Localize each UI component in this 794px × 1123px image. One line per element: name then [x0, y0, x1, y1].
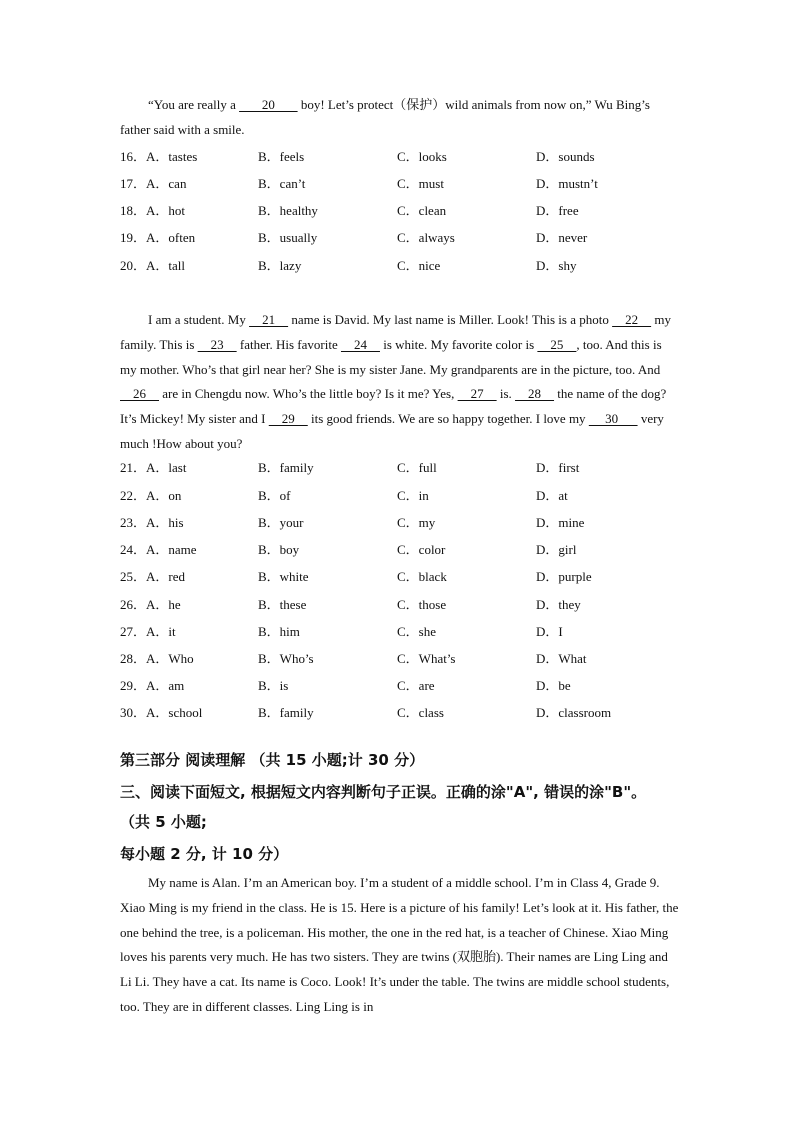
option-b: B．lazy [258, 258, 302, 273]
blank-29: 29 [268, 411, 308, 427]
option-c: C．always [397, 230, 455, 245]
option-c: C．must [397, 176, 444, 191]
option-d: D．I [536, 624, 563, 639]
passage-text: is white. My favorite color is [379, 336, 538, 352]
passage-text: very much !How about you? [120, 411, 664, 451]
option-a: 19．A．often [120, 230, 196, 245]
option-d: D．they [536, 597, 581, 612]
passage-text: the name of the dog? It’s Mickey! My sister and I [120, 386, 667, 427]
option-c: C．What’s [397, 651, 456, 666]
option-d: D．be [536, 678, 571, 693]
option-c: C．nice [397, 258, 441, 273]
option-a: 26．A．he [120, 597, 181, 612]
section-3-instruction-cont: （共 5 小题; [120, 813, 207, 831]
option-a: 16．A．tastes [120, 149, 198, 164]
option-d: D．at [536, 488, 568, 503]
blank-21: 21 [249, 312, 289, 327]
option-b: B．Who’s [258, 651, 314, 666]
option-b: B．feels [258, 149, 305, 164]
option-c: C．she [397, 624, 437, 639]
passage-1-ending [120, 93, 680, 143]
option-d: D．purple [536, 569, 592, 584]
option-c: C．are [397, 678, 435, 693]
option-d: D．mine [536, 515, 585, 530]
option-b: B．boy [258, 542, 300, 557]
option-b: B．family [258, 460, 314, 475]
option-b: B．your [258, 515, 304, 530]
option-c: C．in [397, 488, 429, 503]
passage-text: its good friends. We are so happy together. I love my [307, 411, 589, 427]
question-19 [120, 228, 680, 248]
option-c: C．black [397, 569, 447, 584]
passage-text: name is David. My last name is Miller. Look! This is a photo [288, 312, 613, 327]
question-29 [120, 676, 680, 696]
question-18 [120, 201, 680, 221]
passage-text: I am a student. My [148, 312, 250, 327]
option-c: C．my [397, 515, 436, 530]
option-b: B．these [258, 597, 307, 612]
question-22 [120, 486, 680, 506]
option-d: D．girl [536, 542, 577, 557]
question-24 [120, 540, 680, 560]
option-a: 30．A．school [120, 705, 203, 720]
option-a: 23．A．his [120, 515, 184, 530]
blank-20: 20 [239, 97, 298, 112]
section-3-instruction-points: 每小题 2 分, 计 10 分） [120, 845, 289, 863]
option-d: D．mustn’t [536, 176, 598, 191]
option-d: D．first [536, 460, 580, 475]
blank-22: 22 [612, 312, 652, 327]
option-c: C．full [397, 460, 437, 475]
option-b: B．can’t [258, 176, 306, 191]
blank-28: 28 [515, 386, 555, 402]
question-21 [120, 458, 680, 478]
option-d: D．free [536, 203, 579, 218]
question-30 [120, 703, 680, 723]
question-20 [120, 256, 680, 276]
option-b: B．is [258, 678, 289, 693]
question-23 [120, 513, 680, 533]
option-a: 17．A．can [120, 176, 187, 191]
option-a: 29．A．am [120, 678, 185, 693]
option-b: B．him [258, 624, 300, 639]
question-16 [120, 147, 680, 167]
question-17 [120, 174, 680, 194]
passage-text: , too. And this is my mother. Who’s that girl near her? She is my sister Jane. My grandparents are in the picture, too. And [120, 336, 662, 377]
passage-text: my family. This is [120, 312, 671, 352]
section-3-instruction: 三、阅读下面短文, 根据短文内容判断句子正误。正确的涂"A", 错误的涂"B"。 [120, 783, 647, 801]
passage-text: boy! Let’s protect（保护）wild animals from now on,” Wu Bing’s father said with a smile. [120, 97, 650, 137]
blank-24: 24 [340, 336, 380, 352]
passage-text: “You are really a [148, 97, 240, 112]
question-26 [120, 595, 680, 615]
option-c: C．color [397, 542, 446, 557]
question-28 [120, 649, 680, 669]
option-c: C．looks [397, 149, 447, 164]
blank-27: 27 [457, 386, 497, 402]
question-25 [120, 567, 680, 587]
option-a: 21．A．last [120, 460, 187, 475]
option-a: 28．A．Who [120, 651, 194, 666]
option-b: B．usually [258, 230, 318, 245]
blank-26: 26 [120, 386, 159, 402]
option-a: 25．A．red [120, 569, 186, 584]
option-b: B．healthy [258, 203, 318, 218]
option-a: 18．A．hot [120, 203, 186, 218]
option-c: C．those [397, 597, 447, 612]
option-b: B．family [258, 705, 314, 720]
option-d: D．shy [536, 258, 577, 273]
option-d: D．never [536, 230, 588, 245]
option-b: B．of [258, 488, 291, 503]
passage-text: is. [496, 386, 516, 402]
passage-text: father. His favorite [236, 336, 341, 352]
blank-23: 23 [197, 336, 237, 352]
option-d: D．classroom [536, 705, 612, 720]
option-d: D．sounds [536, 149, 595, 164]
section-3-title: 第三部分 阅读理解 （共 15 小题;计 30 分） [120, 751, 425, 769]
option-d: D．What [536, 651, 587, 666]
passage-text: are in Chengdu now. Who’s the little boy? Is it me? Yes, [159, 386, 458, 402]
blank-30: 30 [588, 411, 638, 427]
passage-3: My name is Alan. I’m an American boy. I’m a student of a middle school. I’m in Class 4, Grade 9. Xiao Ming is my friend in the class. He is 15. Here is a picture of his family! Let’s look at it. His father, the one behind the tree, is a policeman. His mother, the one in the red hat, is a teacher of Chinese. Xiao Ming loves his parents very much. He has two sisters. They are twins (双胞胎). Their names are Ling Ling and Li Li. They have a cat. Its name is Coco. Look! It’s under the table. The twins are middle school students, too. They are in different classes. Ling Ling is in [120, 875, 679, 1014]
option-a: 27．A．it [120, 624, 176, 639]
option-b: B．white [258, 569, 309, 584]
option-c: C．clean [397, 203, 447, 218]
option-a: 20．A．tall [120, 258, 186, 273]
option-c: C．class [397, 705, 444, 720]
option-a: 24．A．name [120, 542, 197, 557]
question-27 [120, 622, 680, 642]
passage-2 [120, 308, 680, 457]
blank-25: 25 [537, 336, 577, 352]
option-a: 22．A．on [120, 488, 182, 503]
